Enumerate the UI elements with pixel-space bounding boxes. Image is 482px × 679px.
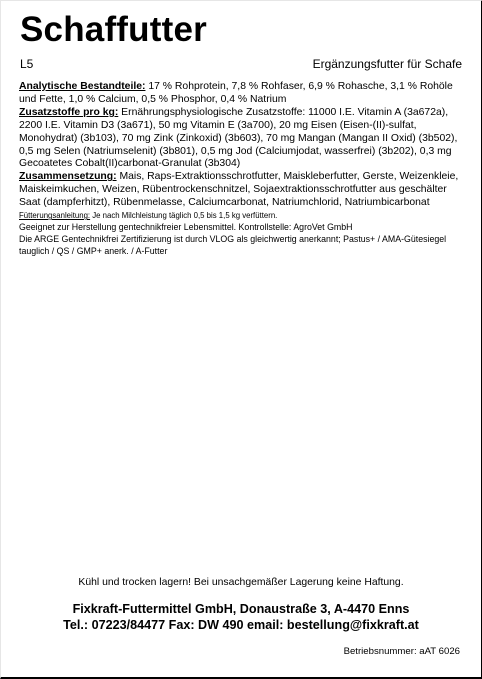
analytical-label: Analytische Bestandteile: [19, 81, 146, 92]
company-address: Fixkraft-Futtermittel GmbH, Donaustraße 3, A-4470 Enns [72, 602, 410, 616]
analytical-text: 17 % Rohprotein, 7,8 % Rohfaser, 6,9 % Rohasche, 3,1 % Rohöle und Fette, 1,0 % Calcium, 0,5 % Phosphor, 0,4 % Natrium [19, 81, 453, 105]
feeding-section [19, 210, 461, 221]
registration-number: Betriebsnummer: aAT 6026 [343, 646, 460, 657]
storage-instruction: Kühl und trocken lagern! Bei unsachgemäßer Lagerung keine Haftung. [78, 577, 404, 588]
product-title: Schaffutter [20, 10, 207, 49]
composition-section [19, 171, 461, 210]
additives-label: Zusatzstoffe pro kg: [19, 106, 119, 118]
additives-section [19, 107, 461, 172]
label-body [19, 81, 461, 257]
composition-label: Zusammensetzung: [19, 171, 117, 183]
analytical-section [19, 81, 461, 107]
certification-note: Die ARGE Gentechnikfrei Zertifizierung ist durch VLOG als gleichwertig anerkannt; Pastus+ / AMA-Gütesiegel tauglich / QS / GMP+ anerk. / A-Futter [19, 234, 447, 257]
feeding-label: Fütterungsanleitung: [19, 211, 91, 221]
company-info [0, 601, 482, 633]
gmo-note: Geeignet zur Herstellung gentechnikfreier Lebensmittel. Kontrollstelle: AgroVet GmbH [19, 222, 353, 233]
lot-number: L5 [20, 57, 34, 71]
feeding-text: Je nach Milchleistung täglich 0,5 bis 1,5 kg verfüttern. [90, 211, 278, 221]
company-contact: Tel.: 07223/84477 Fax: DW 490 email: bestellung@fixkraft.at [63, 618, 419, 632]
composition-text: Mais, Raps-Extraktionsschrotfutter, Maiskleberfutter, Gerste, Weizenkleie, Maiskeimkuchen, Weizen, Rübentrockenschnitzel, Sojaextraktionsschrotfutter aus geschälter Saat (dampferhitzt), Rübenmelasse, Calciumcarbonat, Natriumchlorid, Natriumbicarbonat [19, 171, 459, 209]
product-subtitle: Ergänzungsfutter für Schafe [312, 57, 462, 71]
additives-text: Ernährungsphysiologische Zusatzstoffe: 11000 I.E. Vitamin A (3a672a), 2200 I.E. Vitamin D3 (3a671), 50 mg Vitamin E (3a700), 20 mg Eisen (Eisen-(II)-sulfat, Monohydrat) (3b103), 70 mg Zink (Zinkoxid) (3b603), 70 mg Mangan (Mangan II Oxid) (3b502), 0,5 mg Selen (Natriumselenit) (3b801), 0,5 mg Jod (Calciumjodat, wasserfrei) (3b202), 0,3 mg Gecoatetes Cobalt(II)carbonat-Granulat (3b304) [19, 106, 458, 170]
